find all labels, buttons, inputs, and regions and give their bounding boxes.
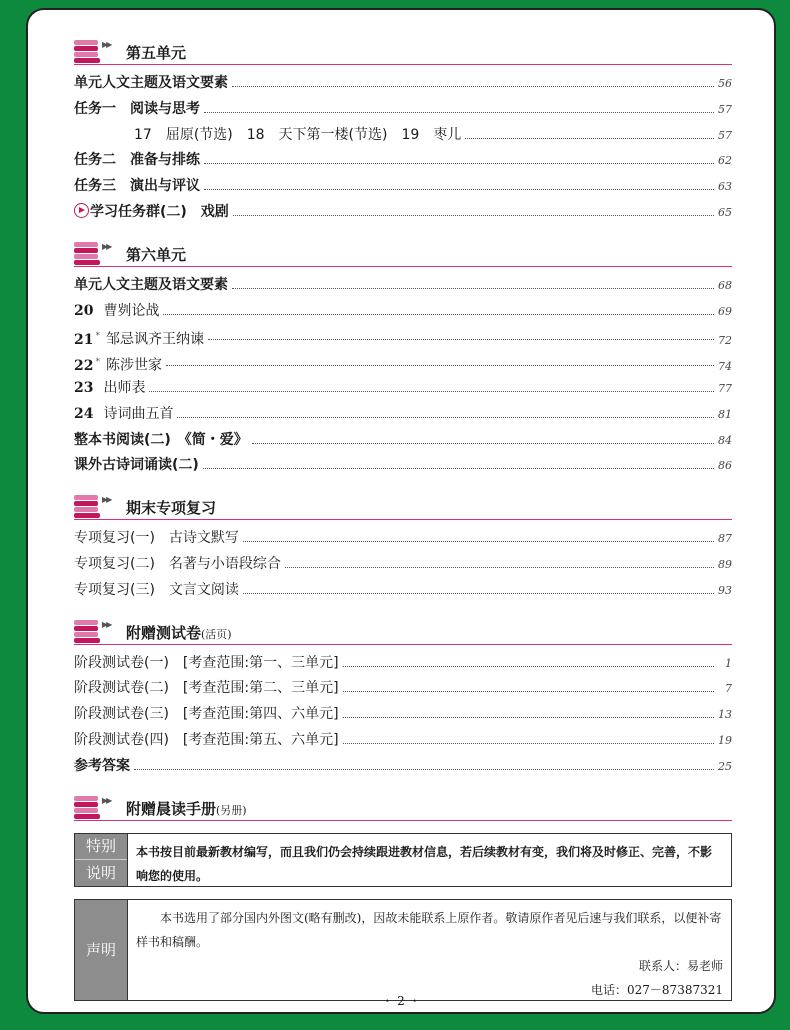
toc-entry[interactable] — [74, 148, 732, 174]
toc-entry-label: 单元人文主题及语文要素 — [74, 75, 228, 91]
page-ref: 56 — [718, 77, 732, 90]
toc-entry-label: 邹忌讽齐王纳谏 — [105, 332, 204, 349]
toc-entry-label: 17 屈原(节选) 18 天下第一楼(节选) 19 枣儿 — [134, 126, 462, 143]
toc-entry[interactable] — [74, 651, 732, 677]
toc-entry-label: 整本书阅读(二) 《简・爱》 — [74, 431, 248, 448]
page-ref: 87 — [718, 532, 732, 546]
dot-leader — [233, 200, 714, 216]
page-ref: 13 — [718, 708, 732, 722]
toc-entry-title — [74, 97, 200, 123]
books-icon — [74, 240, 100, 264]
page-ref: 69 — [718, 304, 732, 318]
toc-entry-label: 阶段测试卷(三) [考查范围:第四、六单元] — [74, 706, 339, 723]
special-notice-box — [74, 833, 732, 887]
section-title: 第五单元 — [126, 44, 187, 62]
lesson-number: 20 — [74, 302, 94, 319]
page-ref: 65 — [718, 205, 732, 219]
dot-leader — [243, 578, 714, 594]
dot-leader — [243, 526, 714, 542]
section-title: 附赠测试卷(活页) — [126, 623, 232, 642]
section-header — [74, 240, 732, 267]
double-arrow-icon: ▶▶ — [102, 795, 111, 805]
toc-entry[interactable] — [74, 526, 732, 552]
page-ref: 63 — [718, 180, 732, 194]
toc-entry-title — [74, 578, 239, 604]
toc-entry-title — [74, 299, 159, 325]
lesson-number: 22 — [74, 357, 94, 374]
double-arrow-icon: ▶▶ — [102, 241, 111, 251]
page-ref: 77 — [718, 381, 732, 395]
statement-text: 本书选用了部分国内外图文(略有删改)，因故未能联系上原作者。敬请原作者见后速与我们联系，以便补寄样书和稿酬。 — [136, 910, 722, 949]
page-ref: 89 — [718, 557, 732, 571]
section-title: 期末专项复习 — [126, 499, 217, 518]
section-header — [74, 493, 732, 520]
contact-phone: 电话：027－87387321 — [591, 982, 723, 997]
page-ref: 72 — [718, 334, 732, 348]
dot-leader — [465, 123, 714, 139]
toc-entry[interactable] — [74, 299, 732, 325]
toc-entry-label: 陈涉世家 — [105, 357, 162, 374]
page-ref: 68 — [718, 278, 732, 292]
toc-entry-label: 任务二 准备与排练 — [74, 152, 200, 169]
double-arrow-icon: ▶▶ — [102, 619, 111, 629]
dot-leader — [285, 552, 714, 568]
page-ref: 84 — [718, 433, 732, 447]
toc-entry-label: 出师表 — [103, 379, 146, 396]
toc-entry-label: 任务一 阅读与思考 — [74, 100, 200, 117]
toc-entry[interactable] — [74, 453, 732, 479]
section-header — [74, 618, 732, 645]
section-header — [74, 794, 732, 821]
page-ref: 81 — [718, 407, 732, 421]
dot-leader — [149, 376, 714, 392]
toc-entry[interactable] — [74, 428, 732, 454]
toc-entry-label: 学习任务群(二) 戏剧 — [90, 203, 229, 220]
toc-entry-title — [134, 123, 461, 149]
toc-entry[interactable] — [74, 676, 732, 702]
books-icon — [74, 38, 100, 62]
dot-leader — [204, 148, 714, 164]
page-ref: 57 — [718, 128, 732, 142]
lesson-number: 24 — [74, 405, 94, 422]
toc-entry-title — [74, 148, 200, 174]
toc-entry-label: 曹刿论战 — [103, 302, 160, 319]
dot-leader — [232, 71, 714, 87]
page-sheet — [26, 8, 776, 1014]
toc-entry[interactable] — [74, 71, 732, 97]
toc-entry-title — [74, 273, 228, 299]
page-ref: 74 — [718, 359, 732, 373]
dot-leader — [343, 728, 714, 744]
toc-entry-title — [74, 376, 145, 402]
section-subtitle: (活页) — [201, 627, 232, 641]
dot-leader — [166, 350, 714, 366]
toc-entry[interactable] — [74, 200, 732, 226]
toc-entry[interactable] — [74, 324, 732, 350]
label-line: 特别 — [85, 837, 116, 856]
page-ref: 19 — [718, 733, 732, 747]
lesson-number: 23 — [74, 379, 94, 396]
toc-entry-title — [74, 453, 199, 479]
page-ref: 7 — [725, 682, 732, 696]
statement-body — [128, 900, 731, 1000]
double-arrow-icon: ▶▶ — [102, 40, 111, 49]
dot-leader — [343, 676, 714, 692]
toc-entry-title — [74, 754, 130, 780]
toc-entry[interactable] — [74, 552, 732, 578]
lesson-number: 21 — [74, 332, 94, 349]
dot-leader — [204, 174, 714, 190]
toc-entry-label: 专项复习(二) 名著与小语段综合 — [74, 555, 281, 572]
toc-entry-label: 专项复习(三) 文言文阅读 — [74, 581, 239, 598]
toc-entry-label: 诗词曲五首 — [103, 405, 174, 422]
toc-entry[interactable] — [74, 174, 732, 200]
label-line: 说明 — [85, 864, 116, 883]
dot-leader — [232, 273, 714, 289]
books-icon — [74, 794, 100, 818]
page-ref: 57 — [718, 102, 732, 116]
page-number: ・ 2 ・ — [381, 994, 421, 1008]
toc-entry-label: 任务三 演出与评议 — [74, 178, 200, 195]
toc-entry-title — [74, 676, 339, 702]
dot-leader — [134, 754, 714, 770]
page-ref: 1 — [725, 656, 732, 670]
section-title: 附赠晨读手册(另册) — [126, 799, 247, 818]
optional-marker: * — [95, 357, 100, 368]
toc-entry-title — [74, 702, 339, 728]
special-notice-label — [75, 834, 128, 886]
dot-leader — [208, 324, 714, 340]
dot-leader — [343, 702, 714, 718]
page-ref: 62 — [718, 154, 732, 168]
statement-box — [74, 899, 732, 1001]
play-circle-icon — [74, 203, 89, 218]
dot-leader — [177, 402, 714, 418]
toc-entry-title — [74, 428, 248, 454]
toc-entry[interactable] — [74, 728, 732, 754]
toc-entry[interactable] — [74, 402, 732, 428]
toc-entry[interactable] — [74, 702, 732, 728]
toc-entry-label: 阶段测试卷(四) [考查范围:第五、六单元] — [74, 731, 339, 748]
toc-entry[interactable] — [74, 350, 732, 376]
page-ref: 25 — [718, 759, 732, 773]
toc-entry-label: 课外古诗词诵读(二) — [74, 457, 199, 474]
toc-entry[interactable] — [74, 376, 732, 402]
toc-entry[interactable] — [74, 754, 732, 780]
section-subtitle: (另册) — [216, 803, 247, 817]
books-icon — [74, 493, 100, 517]
dot-leader — [204, 97, 714, 113]
toc-entry-title — [74, 402, 173, 428]
toc-entry-label: 参考答案 — [74, 757, 130, 774]
dot-leader — [203, 453, 714, 469]
toc-entry-title — [74, 526, 239, 552]
dot-leader — [343, 651, 714, 667]
section-header — [74, 38, 732, 65]
toc-entry-title — [74, 174, 200, 200]
toc-entry-title — [74, 552, 281, 578]
page-ref: 86 — [718, 459, 732, 473]
dot-leader — [163, 299, 714, 315]
toc-entry[interactable] — [74, 578, 732, 604]
dot-leader — [252, 428, 714, 444]
page-ref: 93 — [718, 583, 732, 597]
toc-entry[interactable] — [74, 97, 732, 123]
toc-entry[interactable] — [74, 273, 732, 299]
section-title: 第六单元 — [126, 245, 187, 264]
toc-entry-title — [74, 728, 339, 754]
toc-entry-label: 阶段测试卷(一) [考查范围:第一、三单元] — [74, 654, 339, 671]
contact-person: 联系人：易老师 — [638, 958, 723, 973]
table-of-contents — [74, 38, 732, 1001]
statement-label: 声明 — [75, 900, 128, 1000]
toc-entry-label: 单元人文主题及语文要素 — [74, 276, 228, 293]
toc-entry-title — [74, 71, 228, 97]
toc-entry-label: 专项复习(一) 古诗文默写 — [74, 530, 239, 547]
books-icon — [74, 618, 100, 642]
toc-entry-label: 阶段测试卷(二) [考查范围:第二、三单元] — [74, 680, 339, 697]
optional-marker: * — [95, 331, 100, 342]
special-notice-text: 本书按目前最新教材编写，而且我们仍会持续跟进教材信息，若后续教材有变，我们将及时修正、完善，不影响您的使用。 — [136, 844, 713, 883]
toc-entry-title — [74, 651, 339, 677]
toc-entry-title — [74, 200, 229, 226]
double-arrow-icon: ▶▶ — [102, 495, 111, 505]
toc-entry[interactable] — [74, 123, 732, 149]
